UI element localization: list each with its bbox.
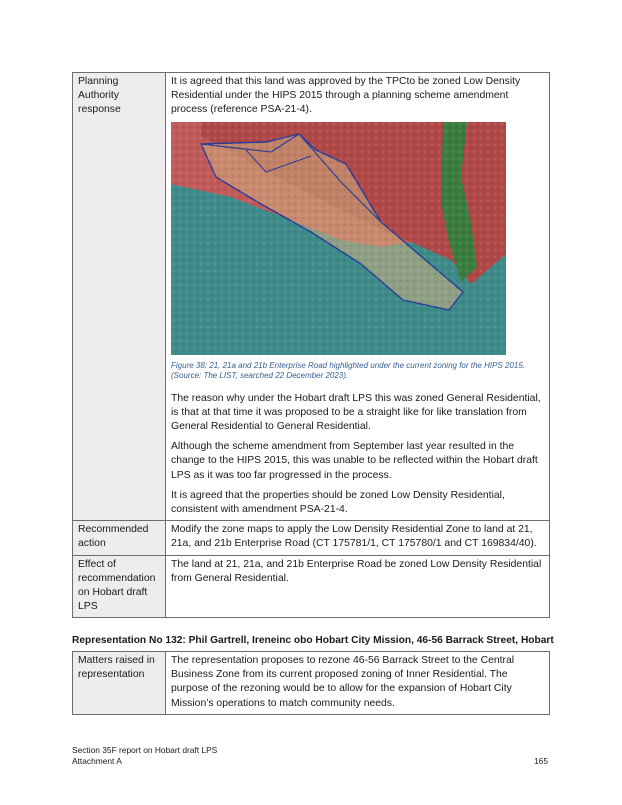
response-paragraph: Although the scheme amendment from September last year resulted in the change to the HIPS 2015, this was unable to be reflected within the Hobart draft LPS as it was too far progressed in the process. bbox=[171, 441, 538, 481]
table-row bbox=[73, 652, 550, 715]
row-label-matters-raised: Matters raised in representation bbox=[73, 652, 166, 715]
aerial-texture bbox=[171, 122, 506, 355]
response-paragraph: The reason why under the Hobart draft LPS this was zoned General Residential, is that at that time it was proposed to be a straight like for like translation from General Residential to General Residential. bbox=[171, 392, 541, 433]
planning-response-table bbox=[72, 72, 550, 618]
representation-table bbox=[72, 651, 550, 715]
planning-authority-response-content bbox=[166, 73, 550, 521]
recommended-action-content: Modify the zone maps to apply the Low Density Residential Zone to land at 21, 21a, and 21b Enterprise Road (CT 175781/1, CT 175780/1 and CT 169834/40). bbox=[166, 521, 550, 555]
representation-heading: Representation No 132: Phil Gartrell, Ireneinc obo Hobart City Mission, 46-56 Barrack Street, Hobart bbox=[72, 635, 554, 646]
zoning-map-figure bbox=[171, 122, 506, 355]
figure-caption: Figure 38: 21, 21a and 21b Enterprise Road highlighted under the current zoning for the HIPS 2015. (Source: The LIST, searched 22 December 2023). bbox=[171, 360, 526, 381]
row-label-planning-authority-response: Planning Authority response bbox=[73, 73, 166, 521]
footer-attachment: Attachment A bbox=[72, 756, 122, 766]
row-label-effect-of-recommendation: Effect of recommendation on Hobart draft LPS bbox=[73, 555, 166, 618]
table-row bbox=[73, 555, 550, 618]
row-label-recommended-action: Recommended action bbox=[73, 521, 166, 555]
table-row bbox=[73, 521, 550, 555]
response-intro: It is agreed that this land was approved by the TPCto be zoned Low Density Residential under the HIPS 2015 through a planning scheme amendment process (reference PSA-21-4). bbox=[171, 76, 521, 116]
page-number: 165 bbox=[534, 756, 548, 766]
response-paragraph: It is agreed that the properties should be zoned Low Density Residential, consistent with amendment PSA-21-4. bbox=[171, 489, 505, 516]
effect-of-recommendation-content: The land at 21, 21a, and 21b Enterprise Road be zoned Low Density Residential from General Residential. bbox=[166, 555, 550, 618]
page-footer bbox=[72, 745, 217, 767]
table-row bbox=[73, 73, 550, 521]
footer-report-title: Section 35F report on Hobart draft LPS bbox=[72, 745, 218, 755]
matters-raised-content: The representation proposes to rezone 46-56 Barrack Street to the Central Business Zone from its current proposed zoning of Inner Residential. The purpose of the rezoning would be to allow for the expansion of Hobart City Mission’s operations to match community needs. bbox=[166, 652, 550, 715]
